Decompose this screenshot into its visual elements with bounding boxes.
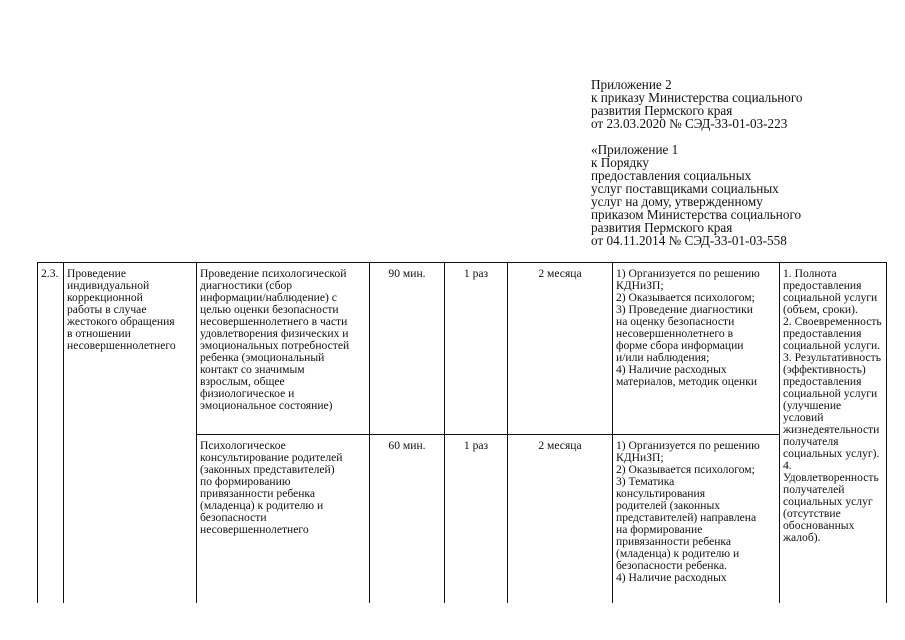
service-content: Проведение психологической диагностики (сбор информации/наблюдение) с целью оценки безопасности несовершеннолетнего в части удовлетворения физических и эмоциональных потребностей ребенка (эмоциональный контакт со значимым взрослым, общее физиологическое и эмоциональное состояние) (197, 263, 370, 435)
service-number: 2.3. (38, 263, 64, 603)
appendix-2-reference: Приложение 2 к приказу Министерства социального развития Пермского края от 23.03.2020 № СЭД-33-01-03-223 (591, 77, 803, 131)
service-period: 2 месяца (508, 435, 613, 603)
service-count: 1 раз (445, 435, 508, 603)
appendix-1-reference: «Приложение 1 к Порядку предоставления социальных услуг поставщиками социальных услуг на дому, утвержденному приказом Министерства социального развития Пермского края от 04.11.2014 № СЭД-33-01-03-558 (591, 142, 802, 248)
service-count: 1 раз (445, 263, 508, 435)
service-period: 2 месяца (508, 263, 613, 435)
service-content: Психологическое консультирование родителей (законных представителей) по формированию привязанности ребенка (младенца) к родителю и безопасности несовершеннолетнего (197, 435, 370, 603)
table-row (38, 263, 887, 435)
appendix-header (591, 78, 891, 247)
service-duration: 90 мин. (370, 263, 445, 435)
quality-indicators: 1. Полнота предоставления социальной услуги (объем, сроки). 2. Своевременность предоставления социальной услуги. 3. Результативность (эффективность) предоставления социальной услуги (улучшение условий жизнедеятельности получателя социальных услуг). 4. Удовлетворенность получателей социальных услуг (отсутствие обоснованных жалоб). (780, 263, 887, 603)
services-table (37, 262, 887, 603)
service-conditions: 1) Организуется по решению КДНиЗП; 2) Оказывается психологом; 3) Проведение диагностики на оценку безопасности несовершеннолетнего в форме сбора информации и/или наблюдения; 4) Наличие расходных материалов, методик оценки (613, 263, 780, 435)
service-duration: 60 мин. (370, 435, 445, 603)
service-conditions: 1) Организуется по решению КДНиЗП; 2) Оказывается психологом; 3) Тематика консультирования родителей (законных представителей) направлена на формирование привязанности ребенка (младенца) к родителю и безопасности ребенка. 4) Наличие расходных (613, 435, 780, 603)
service-name: Проведение индивидуальной коррекционной работы в случае жестокого обращения в отношении несовершеннолетнего (64, 263, 197, 603)
